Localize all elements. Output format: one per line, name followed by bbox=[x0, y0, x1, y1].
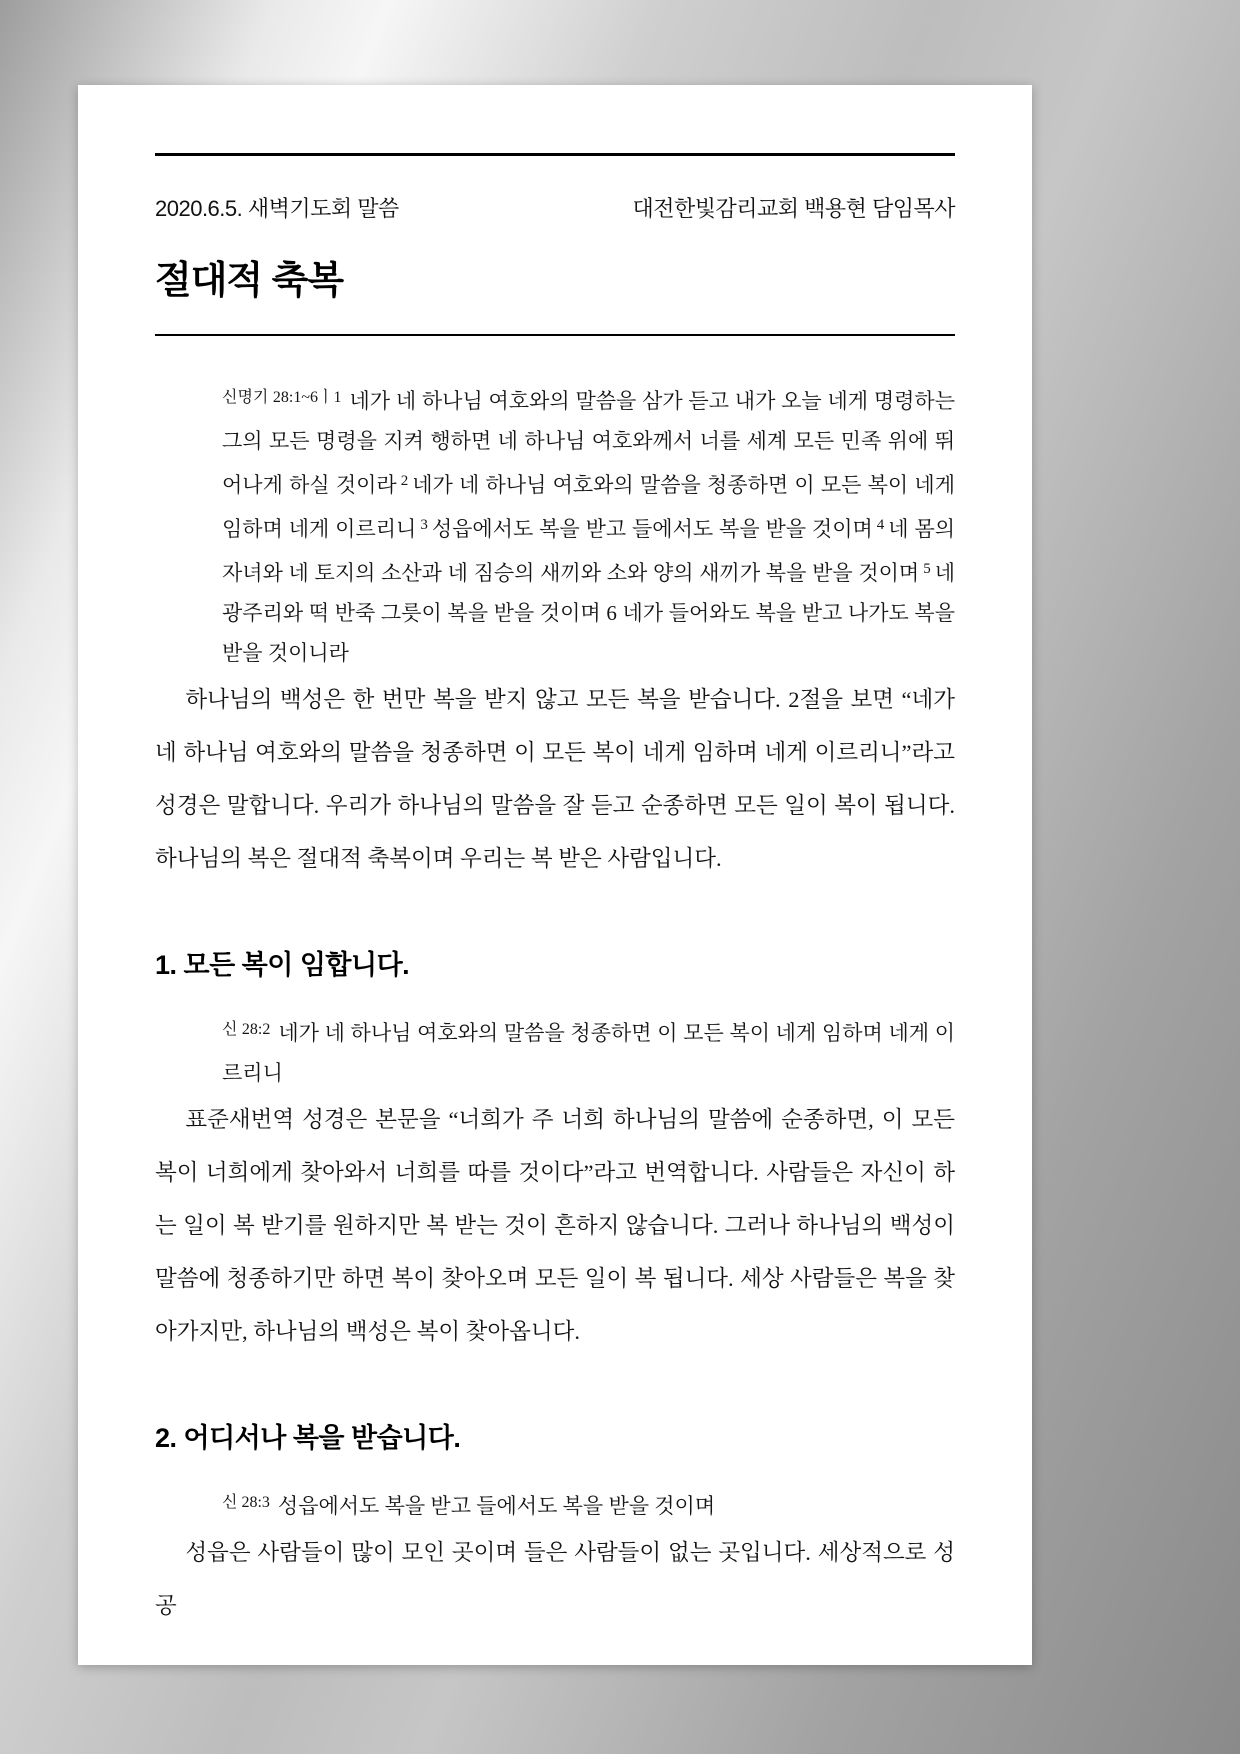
title-rule bbox=[155, 334, 955, 336]
section1-heading: 1. 모든 복이 임합니다. bbox=[155, 950, 410, 980]
verse-number-2: 2 bbox=[400, 473, 409, 489]
scripture-text-v3: 성읍에서도 복을 받고 들에서도 복을 받을 것이며 bbox=[431, 517, 873, 541]
scripture-text-v2: 네가 네 하나님 여호와의 말씀을 청종하면 이 모든 복이 네게 임하며 네게 이르리니 bbox=[222, 473, 955, 541]
top-rule bbox=[155, 153, 955, 156]
scripture-quote-section2 bbox=[222, 1483, 955, 1526]
title-rule-wrap bbox=[155, 334, 955, 336]
verse-number-3: 3 bbox=[420, 517, 428, 533]
scripture-reference: 신명기 28:1~6ㅣ1 bbox=[222, 389, 342, 406]
document-meta-row bbox=[155, 192, 955, 223]
scripture-text-v4: 네 몸의 자녀와 네 토지의 소산과 네 짐승의 새끼와 소와 양의 새끼가 복을 받을 것이며 bbox=[222, 517, 956, 585]
church-pastor-label: 대전한빛감리교회 백용현 담임목사 bbox=[632, 196, 955, 221]
scripture-reference-28-3: 신 28:3 bbox=[222, 1494, 270, 1511]
scripture-text-28-2: 네가 네 하나님 여호와의 말씀을 청종하면 이 모든 복이 네게 임하며 네게 이르리니 bbox=[222, 1021, 955, 1085]
sermon-date-label: 2020.6.5. 새벽기도회 말씀 bbox=[155, 196, 399, 221]
scripture-quote-section1 bbox=[222, 1010, 955, 1093]
scripture-text-v5-v6: 네 광주리와 떡 반죽 그릇이 복을 받을 것이며 6 네가 들어와도 복을 받고 나가도 복을 받을 것이니라 bbox=[222, 561, 955, 665]
section1-paragraph: 표준새번역 성경은 본문을 “너희가 주 너희 하나님의 말씀에 순종하면, 이 모든 복이 너희에게 찾아와서 너희를 따를 것이다”라고 번역합니다. 사람들은 자신이 하는 일이 복 받기를 원하지만 복 받는 것이 흔하지 않습니다. 그러나 하나님의 백성이 말씀에 청종하기만 하면 복이 찾아오며 모든 일이 복 됩니다. 세상 사람들은 복을 찾아가지만, 하나님의 백성은 복이 찾아옵니다. bbox=[155, 1107, 955, 1344]
scripture-reference-28-2: 신 28:2 bbox=[222, 1021, 271, 1038]
scripture-quote-main bbox=[222, 378, 955, 673]
scripture-text-v1: 네가 네 하나님 여호와의 말씀을 삼가 듣고 내가 오늘 네게 명령하는 그의 모든 명령을 지켜 행하면 네 하나님 여호와께서 너를 세계 모든 민족 위에 뛰어나게 하실 것이라 bbox=[222, 389, 955, 497]
scripture-text-28-3: 성읍에서도 복을 받고 들에서도 복을 받을 것이며 bbox=[277, 1494, 716, 1518]
intro-paragraph: 하나님의 백성은 한 번만 복을 받지 않고 모든 복을 받습니다. 2절을 보면 “네가 네 하나님 여호와의 말씀을 청종하면 이 모든 복이 네게 임하며 네게 이르리니”라고 성경은 말합니다. 우리가 하나님의 말씀을 잘 듣고 순종하면 모든 일이 복이 됩니다. 하나님의 복은 절대적 축복이며 우리는 복 받은 사람입니다. bbox=[155, 687, 955, 871]
document-page bbox=[78, 85, 1032, 1665]
sermon-title: 절대적 축복 bbox=[155, 260, 344, 302]
section2-paragraph: 성읍은 사람들이 많이 모인 곳이며 들은 사람들이 없는 곳입니다. 세상적으로 성공 bbox=[155, 1540, 955, 1618]
verse-number-4: 4 bbox=[876, 517, 885, 533]
verse-number-5: 5 bbox=[923, 561, 931, 577]
section2-heading: 2. 어디서나 복을 받습니다. bbox=[155, 1423, 461, 1453]
